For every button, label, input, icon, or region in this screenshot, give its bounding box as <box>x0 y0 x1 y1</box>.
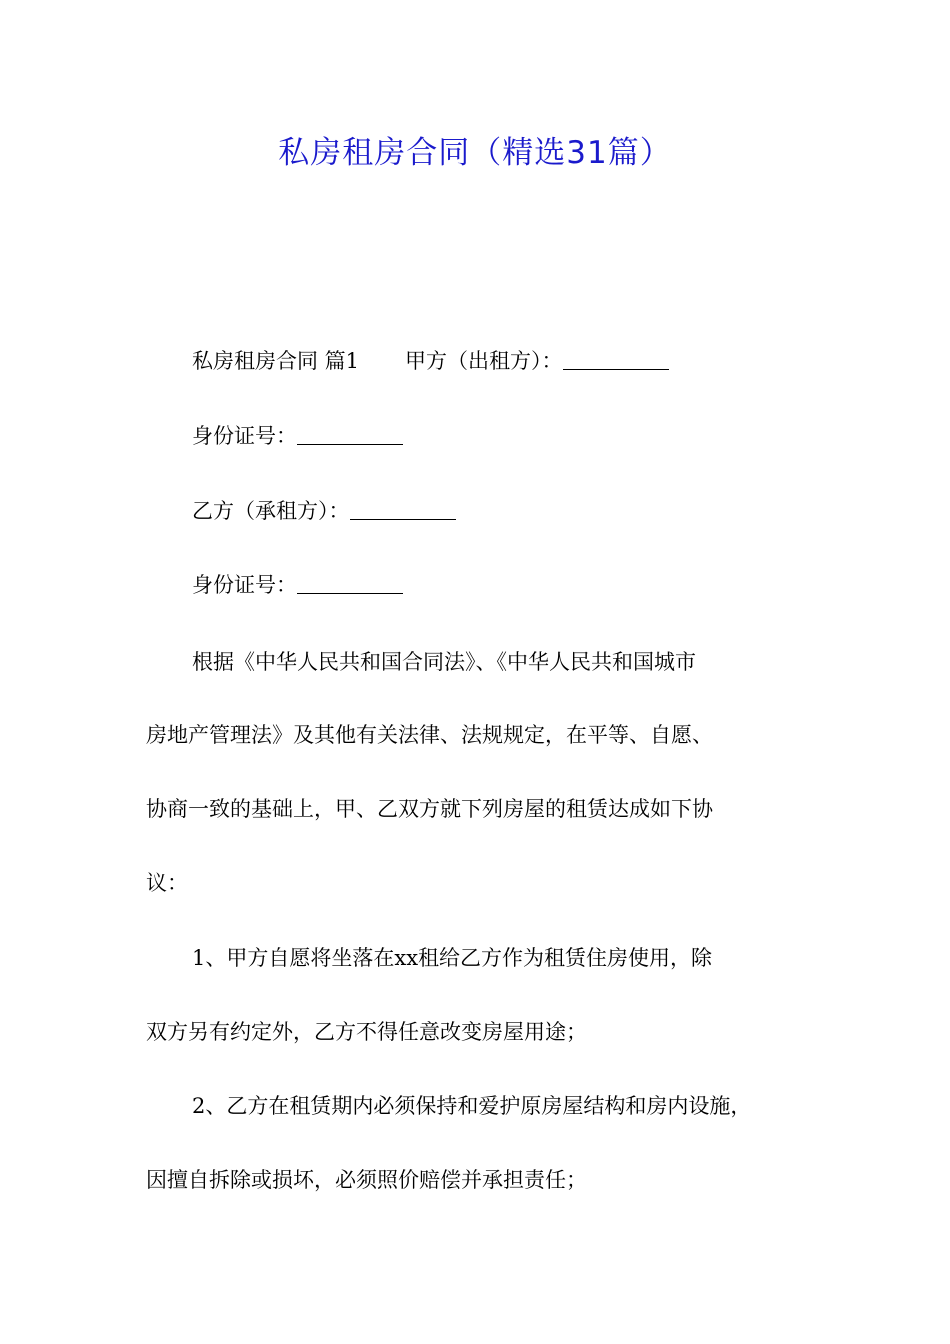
party-b-label: 乙方（承租方）： <box>192 499 350 523</box>
paragraph-line: 根据《中华人民共和国合同法》、《中华人民共和国城市 <box>192 650 696 674</box>
id-label-a: 身份证号： <box>192 424 297 448</box>
paragraph-line: 议： <box>146 871 188 895</box>
document-title: 私房租房合同（精选31篇） <box>278 135 672 171</box>
section-heading: 私房租房合同 篇1 <box>192 349 360 373</box>
paragraph-line: 1、甲方自愿将坐落在xx租给乙方作为租赁住房使用，除 <box>192 946 713 970</box>
id-line-a <box>192 416 403 456</box>
party-b-blank <box>350 493 456 520</box>
paragraph-line: 房地产管理法》及其他有关法律、法规规定，在平等、自愿、 <box>146 723 713 747</box>
paragraph-line: 因擅自拆除或损坏，必须照价赔偿并承担责任； <box>146 1168 587 1192</box>
id-blank-b <box>297 567 403 594</box>
id-blank-a <box>297 418 403 445</box>
party-a-label: 甲方（出租方）： <box>405 349 563 373</box>
id-label-b: 身份证号： <box>192 573 297 597</box>
id-line-b <box>192 565 403 605</box>
paragraph-line: 协商一致的基础上，甲、乙双方就下列房屋的租赁达成如下协 <box>146 797 713 821</box>
paragraph-line: 2、乙方在租赁期内必须保持和爱护原房屋结构和房内设施， <box>192 1094 752 1118</box>
party-b-line <box>192 491 456 531</box>
paragraph-line: 双方另有约定外，乙方不得任意改变房屋用途； <box>146 1020 587 1044</box>
heading-line <box>192 341 669 381</box>
party-a-blank <box>563 343 669 370</box>
